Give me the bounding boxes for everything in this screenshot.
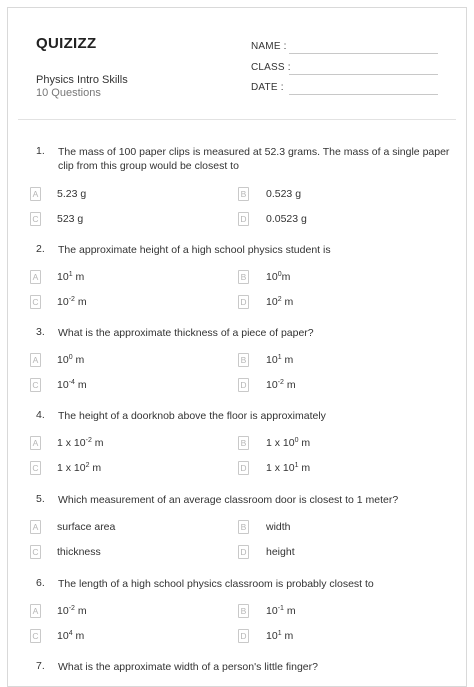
option-b-box[interactable]: B	[238, 187, 249, 201]
option-base: 10	[266, 354, 278, 366]
option-b-text	[266, 271, 290, 283]
option-exponent: 2	[277, 296, 282, 303]
question-number: 5.	[36, 493, 45, 505]
option-b-box[interactable]: B	[238, 520, 249, 534]
option-unit: m	[283, 605, 296, 617]
option-base: 10	[266, 379, 278, 391]
option-exponent: 1	[277, 354, 282, 361]
option-exponent: 4	[68, 630, 73, 637]
option-base: 10	[266, 296, 278, 308]
option-d-text	[266, 379, 296, 391]
option-base: 10	[266, 630, 278, 642]
option-base: 1 x 10	[266, 462, 295, 474]
option-a-text	[57, 605, 87, 617]
option-d-text	[266, 630, 293, 642]
option-exponent: 0	[68, 354, 73, 361]
option-b-text: width	[266, 521, 291, 533]
option-b-box[interactable]: B	[238, 353, 249, 367]
option-a-box[interactable]: A	[30, 604, 41, 618]
option-d-box[interactable]: D	[238, 378, 249, 392]
option-d-box[interactable]: D	[238, 461, 249, 475]
option-exponent: -2	[85, 437, 92, 444]
option-b-text	[266, 354, 293, 366]
option-unit: m	[89, 462, 102, 474]
option-exponent: 1	[294, 462, 299, 469]
class-field[interactable]	[289, 74, 438, 75]
option-unit: m	[298, 437, 311, 449]
option-d-text	[266, 462, 310, 474]
option-a-box[interactable]: A	[30, 270, 41, 284]
option-a-box[interactable]: A	[30, 436, 41, 450]
option-base: 10	[57, 379, 69, 391]
question-number: 1.	[36, 145, 45, 157]
option-unit: m	[74, 605, 87, 617]
option-a-text: surface area	[57, 521, 116, 533]
option-c-text	[57, 379, 87, 391]
option-d-text: 0.0523 g	[266, 213, 307, 225]
question-text: The approximate height of a high school physics student is	[58, 244, 331, 256]
question-count: 10 Questions	[36, 87, 101, 99]
option-unit: m	[91, 437, 104, 449]
option-d-text: height	[266, 546, 295, 558]
option-unit: m	[72, 630, 85, 642]
option-c-text: thickness	[57, 546, 101, 558]
quizizz-logo: QUIZIZZ	[36, 35, 97, 52]
option-base: 1 x 10	[57, 437, 86, 449]
option-base: 1 x 10	[266, 437, 295, 449]
option-c-box[interactable]: C	[30, 212, 41, 226]
question-number: 3.	[36, 326, 45, 338]
option-unit: m	[74, 379, 87, 391]
option-exponent: 0	[294, 437, 299, 444]
name-label: NAME :	[251, 41, 287, 52]
option-base: 10	[266, 271, 278, 283]
option-base: 10	[57, 296, 69, 308]
option-d-box[interactable]: D	[238, 295, 249, 309]
option-d-box[interactable]: D	[238, 212, 249, 226]
option-c-text	[57, 630, 84, 642]
option-unit: m	[281, 271, 291, 283]
option-unit: m	[72, 354, 85, 366]
option-exponent: -2	[68, 296, 75, 303]
option-unit: m	[283, 379, 296, 391]
option-base: 1 x 10	[57, 462, 86, 474]
option-c-box[interactable]: C	[30, 461, 41, 475]
option-b-text	[266, 605, 296, 617]
option-a-text	[57, 437, 104, 449]
option-b-box[interactable]: B	[238, 604, 249, 618]
option-base: 10	[57, 605, 69, 617]
option-unit: m	[281, 296, 294, 308]
name-field[interactable]	[289, 53, 438, 54]
date-label: DATE :	[251, 82, 284, 93]
header-divider	[18, 119, 456, 120]
option-base: 10	[266, 605, 278, 617]
question-number: 2.	[36, 243, 45, 255]
date-field[interactable]	[289, 94, 438, 95]
question-text: What is the approximate thickness of a piece of paper?	[58, 327, 314, 339]
option-c-box[interactable]: C	[30, 295, 41, 309]
option-c-text	[57, 296, 87, 308]
option-unit: m	[298, 462, 311, 474]
question-number: 4.	[36, 409, 45, 421]
option-b-text	[266, 437, 310, 449]
option-exponent: 1	[68, 271, 73, 278]
class-label: CLASS :	[251, 62, 291, 73]
option-exponent: -1	[277, 605, 284, 612]
option-base: 10	[57, 271, 69, 283]
worksheet-title: Physics Intro Skills	[36, 74, 128, 86]
option-c-text	[57, 462, 101, 474]
option-unit: m	[74, 296, 87, 308]
option-unit: m	[281, 354, 294, 366]
option-c-box[interactable]: C	[30, 629, 41, 643]
question-text: Which measurement of an average classroom door is closest to 1 meter?	[58, 494, 399, 506]
question-number: 7.	[36, 660, 45, 672]
option-exponent: 2	[85, 462, 90, 469]
option-c-text: 523 g	[57, 213, 84, 225]
question-text: The length of a high school physics classroom is probably closest to	[58, 578, 374, 590]
question-text: What is the approximate width of a person's little finger?	[58, 661, 318, 673]
option-exponent: -4	[68, 379, 75, 386]
option-b-box[interactable]: B	[238, 436, 249, 450]
option-c-box[interactable]: C	[30, 378, 41, 392]
option-d-box[interactable]: D	[238, 629, 249, 643]
option-c-box[interactable]: C	[30, 545, 41, 559]
option-unit: m	[72, 271, 85, 283]
option-exponent: 0	[277, 271, 282, 278]
option-d-text	[266, 296, 293, 308]
option-b-box[interactable]: B	[238, 270, 249, 284]
option-a-box[interactable]: A	[30, 520, 41, 534]
question-number: 6.	[36, 577, 45, 589]
option-base: 10	[57, 630, 69, 642]
option-a-text	[57, 354, 84, 366]
option-a-text: 5.23 g	[57, 188, 87, 200]
option-a-box[interactable]: A	[30, 353, 41, 367]
option-unit: m	[281, 630, 294, 642]
option-d-box[interactable]: D	[238, 545, 249, 559]
option-exponent: -2	[277, 379, 284, 386]
option-exponent: -2	[68, 605, 75, 612]
option-base: 10	[57, 354, 69, 366]
option-exponent: 1	[277, 630, 282, 637]
option-a-box[interactable]: A	[30, 187, 41, 201]
option-b-text: 0.523 g	[266, 188, 302, 200]
option-a-text	[57, 271, 84, 283]
question-text: The mass of 100 paper clips is measured at 52.3 grams. The mass of a single paper clip from this group would be closest to	[58, 146, 450, 172]
question-text: The height of a doorknob above the floor is approximately	[58, 410, 326, 422]
